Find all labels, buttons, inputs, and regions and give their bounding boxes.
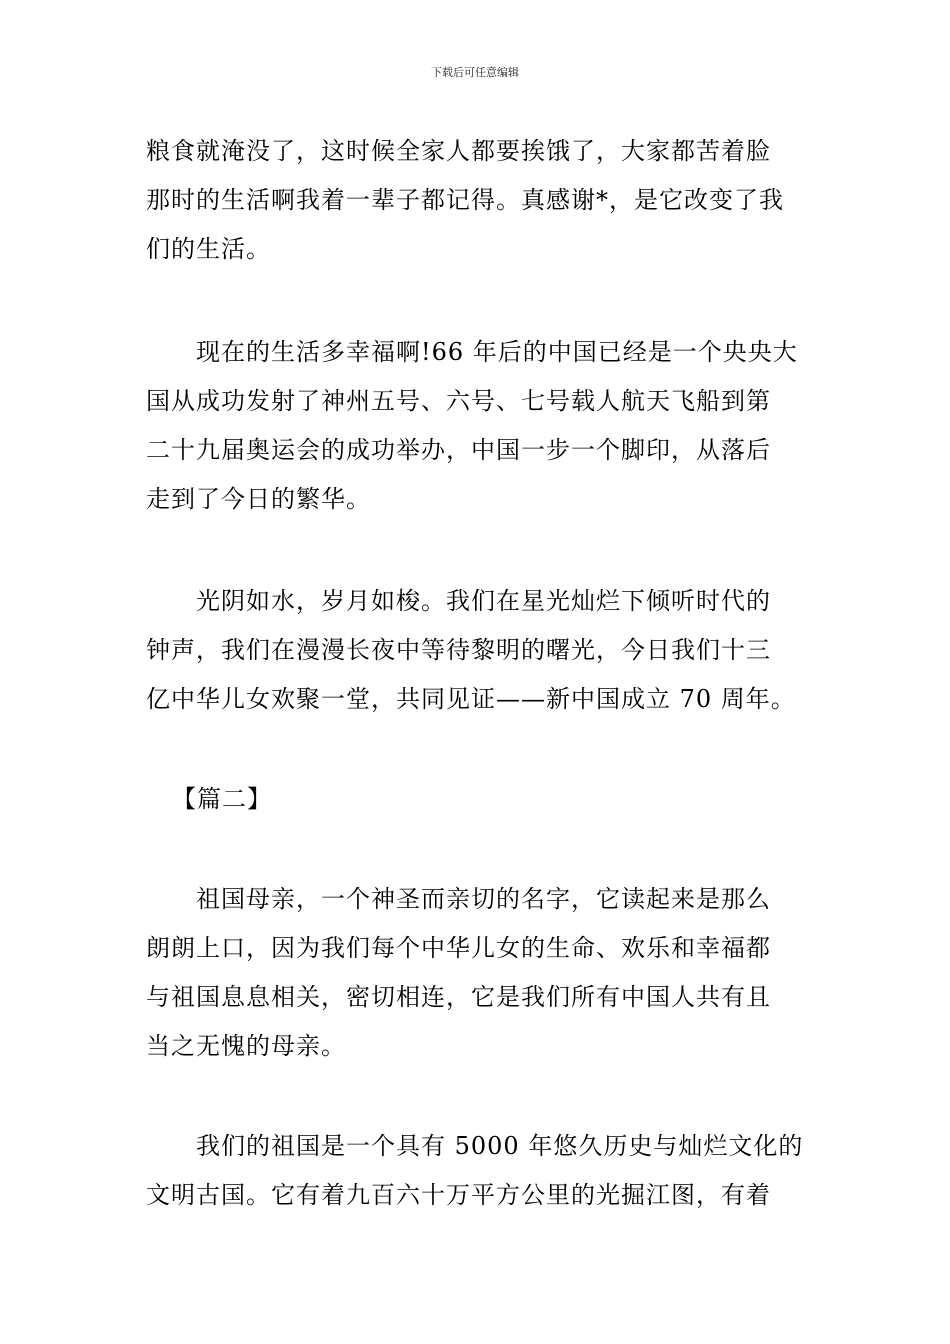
paragraph-first-line: 祖国母亲，一个神圣而亲切的名字，它读起来是那么	[196, 885, 771, 913]
text-line: 与祖国息息相关，密切相连，它是我们所有中国人共有且	[146, 983, 771, 1011]
text-line: 粮食就淹没了，这时候全家人都要挨饿了，大家都苦着脸	[146, 137, 771, 165]
text-line: 朗朗上口，因为我们每个中华儿女的生命、欢乐和幸福都	[146, 934, 771, 962]
paragraph-first-line: 光阴如水，岁月如梭。我们在星光灿烂下倾听时代的	[196, 587, 771, 615]
text-line: 钟声，我们在漫漫长夜中等待黎明的曙光，今日我们十三	[146, 636, 771, 664]
text-line: 那时的生活啊我着一辈子都记得。真感谢*，是它改变了我	[146, 186, 784, 214]
section-heading: 【篇二】	[172, 785, 272, 813]
text-line: 二十九届奥运会的成功举办，中国一步一个脚印，从落后	[146, 436, 771, 464]
text-line: 走到了今日的繁华。	[146, 485, 371, 513]
page-header: 下载后可任意编辑	[431, 66, 519, 79]
text-line: 当之无愧的母亲。	[146, 1032, 346, 1060]
text-line: 亿中华儿女欢聚一堂，共同见证——新中国成立 70 周年。	[146, 685, 796, 713]
text-line: 国从成功发射了神州五号、六号、七号载人航天飞船到第	[146, 387, 771, 415]
text-line: 们的生活。	[146, 235, 271, 263]
paragraph-first-line: 现在的生活多幸福啊!66 年后的中国已经是一个央央大	[196, 338, 798, 366]
paragraph-first-line: 我们的祖国是一个具有 5000 年悠久历史与灿烂文化的	[196, 1132, 804, 1160]
text-line: 文明古国。它有着九百六十万平方公里的光掘江图，有着	[146, 1181, 771, 1209]
